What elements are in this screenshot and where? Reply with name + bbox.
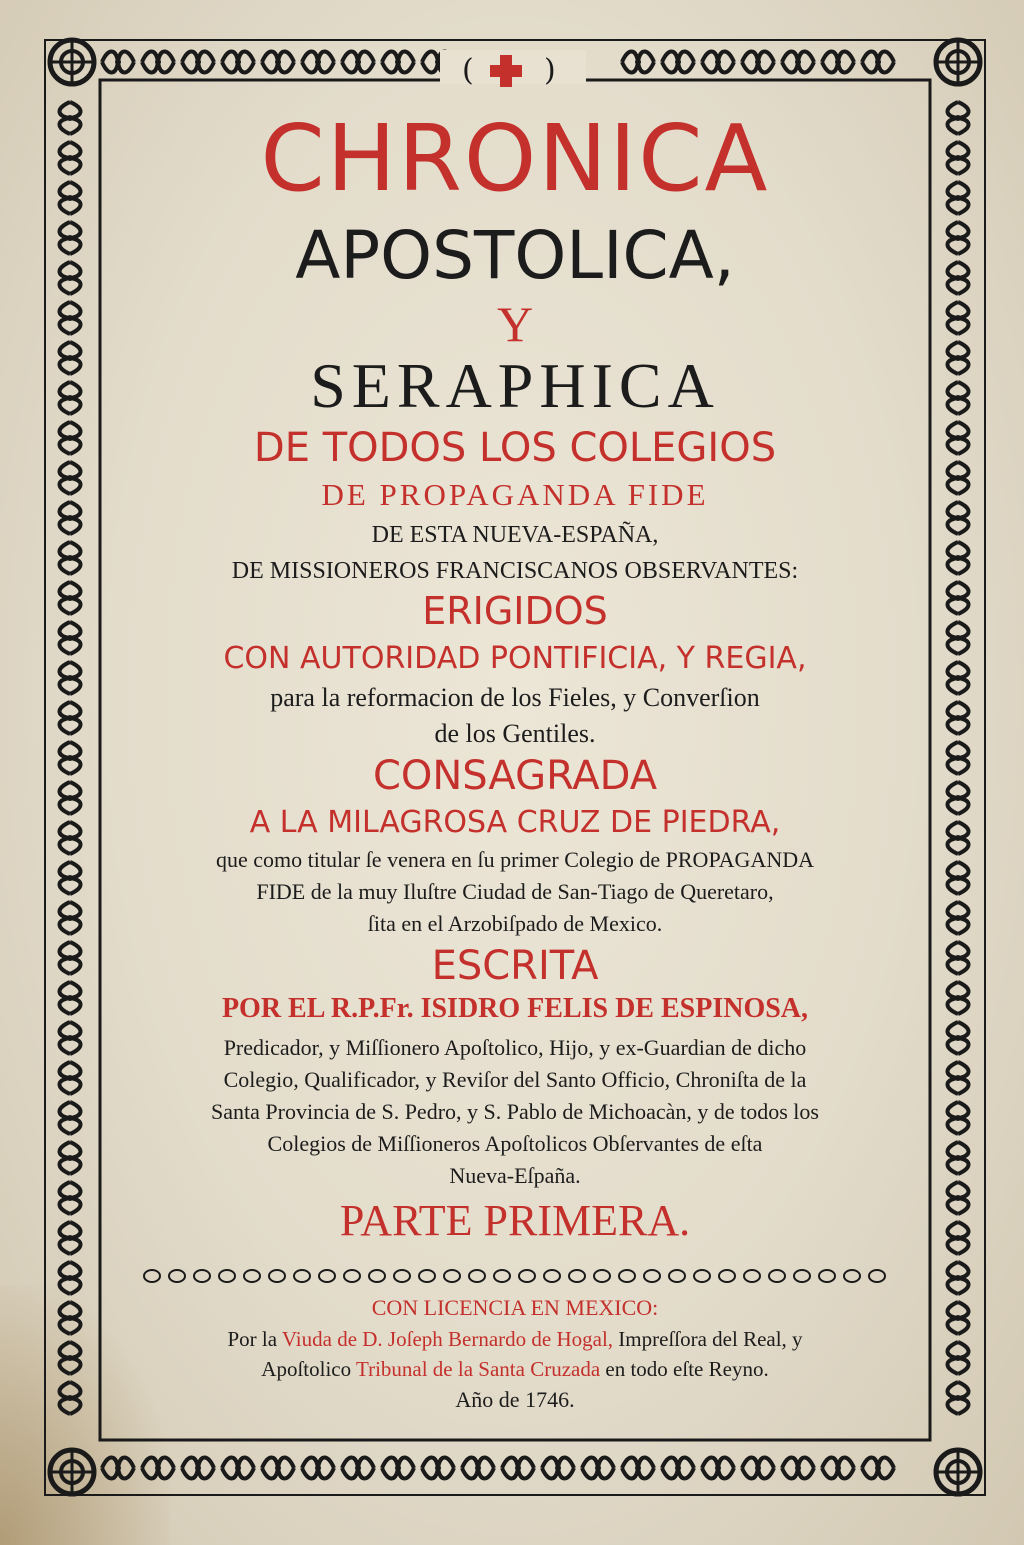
text-author: POR EL R.P.Fr. ISIDRO FELIS DE ESPINOSA, (221, 993, 809, 1024)
text-titular: que como titular ſe venera en ſu primer Colegio de PROPAGANDA (216, 847, 814, 872)
text-qualificador: Colegio, Qualificador, y Reviſor del Santo Officio, Chroniſta de la (223, 1067, 807, 1092)
imprint-reyno: en todo eſte Reyno. (600, 1357, 769, 1381)
decorative-rule (140, 1265, 890, 1287)
imprint-tribunal: Tribunal de la Santa Cruzada (355, 1357, 601, 1381)
subtitle-missioneros: DE MISSIONEROS FRANCISCANOS OBSERVANTES: (231, 558, 799, 584)
subtitle-nueva-espana: DE ESTA NUEVA-ESPAÑA, (371, 522, 659, 548)
text-year: Año de 1746. (455, 1387, 575, 1412)
text-autoridad: CON AUTORIDAD PONTIFICIA, Y REGIA, (223, 641, 807, 676)
title-text-block (110, 95, 920, 1425)
title-y: Y (496, 296, 534, 352)
imprint-line-2 (110, 1357, 920, 1382)
text-arzobispado: ſita en el Arzobiſpado de Mexico. (367, 911, 663, 936)
heading-parte-primera: PARTE PRIMERA. (339, 1196, 691, 1245)
heading-erigidos: ERIGIDOS (422, 589, 608, 633)
text-predicador: Predicador, y Miſſionero Apoſtolico, Hijo, y ex-Guardian de dicho (223, 1035, 807, 1060)
text-gentiles: de los Gentiles. (434, 719, 596, 748)
heading-consagrada: CONSAGRADA (372, 753, 658, 799)
imprint-line-1 (110, 1327, 920, 1352)
text-nueva-espana: Nueva-Eſpaña. (449, 1163, 581, 1188)
cross-icon (440, 50, 586, 88)
subtitle-propaganda: DE PROPAGANDA FIDE (321, 477, 709, 512)
imprint-apostolico: Apoſtolico (261, 1357, 356, 1381)
title-apostolica: APOSTOLICA, (295, 217, 735, 294)
svg-text:): ) (544, 53, 556, 88)
text-colegios-missioneros: Colegios de Miſſioneros Apoſtolicos Obſervantes de eſta (267, 1131, 763, 1156)
heading-escrita: ESCRITA (431, 943, 599, 989)
imprint-printer: Viuda de D. Joſeph Bernardo de Hogal, (281, 1327, 614, 1351)
title-chronica: CHRONICA (260, 105, 770, 212)
text-licencia: CON LICENCIA EN MEXICO: (371, 1295, 659, 1320)
text-provincia: Santa Provincia de S. Pedro, y S. Pablo de Michoacàn, y de todos los (211, 1099, 819, 1124)
imprint-por-la: Por la (227, 1327, 282, 1351)
text-cruz-piedra: A LA MILAGROSA CRUZ DE PIEDRA, (249, 805, 781, 840)
text-queretaro: FIDE de la muy Iluſtre Ciudad de San-Tiago de Queretaro, (256, 879, 774, 904)
imprint-impressora: Impreſſora del Real, y (613, 1327, 803, 1351)
svg-text:(: ( (462, 53, 474, 88)
subtitle-colegios: DE TODOS LOS COLEGIOS (253, 425, 777, 471)
title-seraphica: SERAPHICA (310, 350, 720, 421)
text-reformacion: para la reformacion de los Fieles, y Converſion (270, 683, 760, 712)
